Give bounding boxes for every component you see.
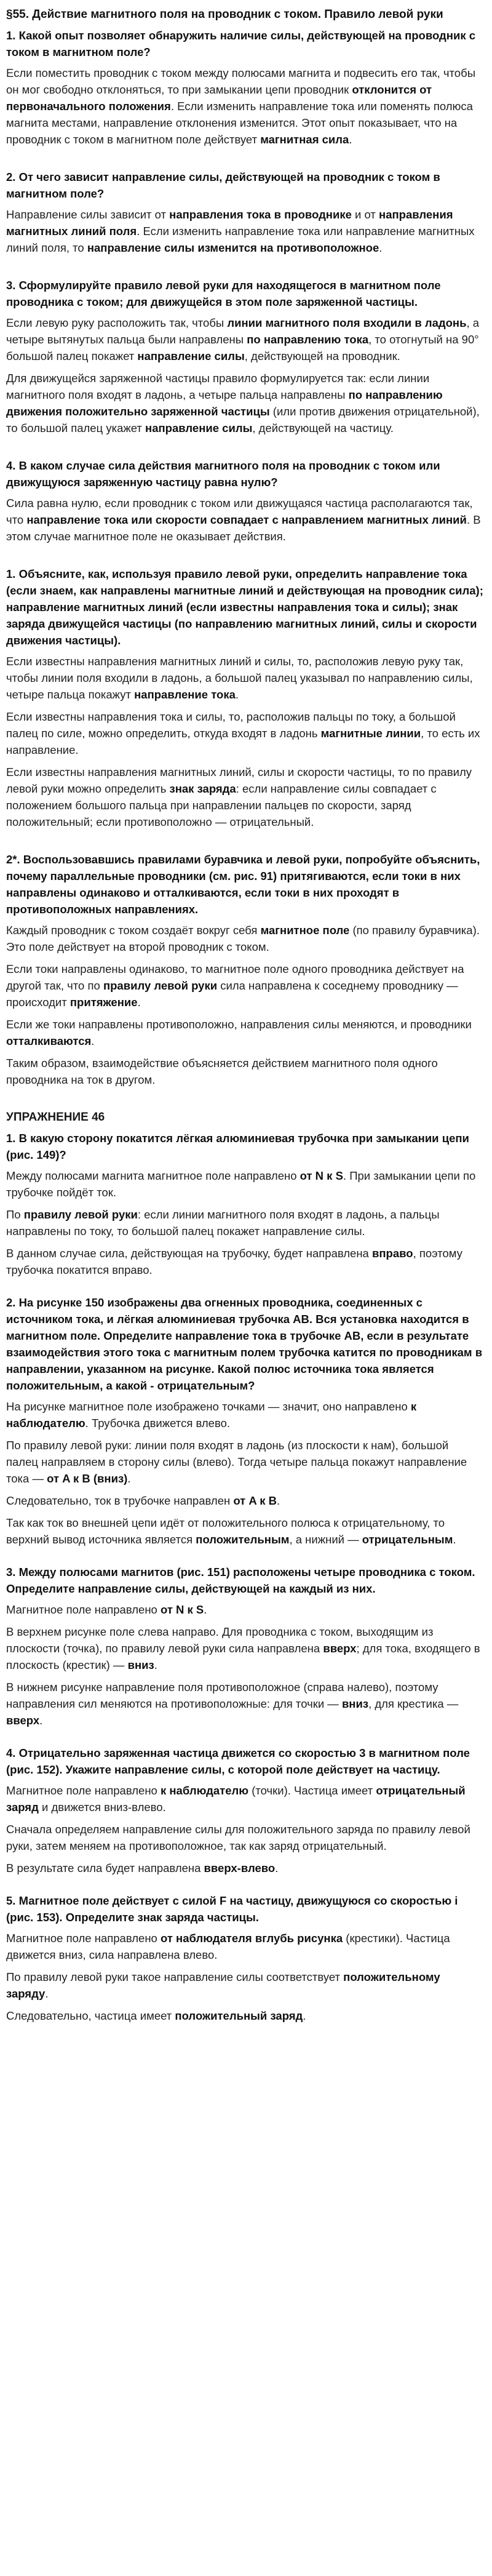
emphasis: знак заряда bbox=[169, 782, 236, 795]
emphasis: притяжение bbox=[69, 996, 138, 1009]
emphasis: отрицательный заряд bbox=[6, 1784, 466, 1814]
exercise-answer-paragraph: Следовательно, частица имеет положительный заряд. bbox=[6, 2009, 306, 2022]
emphasis: положительным bbox=[196, 1533, 290, 1546]
emphasis: положительному заряду bbox=[6, 1970, 440, 2000]
exercise-answer-paragraph: Магнитное поле направлено от N к S. bbox=[6, 1603, 207, 1616]
qa-answer-paragraph: Если известны направления магнитных линий, силы и скорости частицы, то по правилу левой руки можно определить знак заряда: если направление силы совпадает с положением большого пальца при направлении пальцев по скорости, заряд положительный; если противоположно — отрицательный. bbox=[6, 766, 472, 828]
emphasis: магнитное поле bbox=[260, 924, 350, 937]
qa-answer-paragraph: Если же токи направлены противоположно, направления силы меняются, и проводники отталкиваются. bbox=[6, 1018, 472, 1047]
exercise-answer-paragraph: В верхнем рисунке поле слева направо. Для проводника с током, выходящим из плоскости (точка), по правилу левой руки сила направлена вверх; для тока, входящего в плоскость (крестик) — вниз. bbox=[6, 1625, 480, 1671]
exercise-answer-paragraph: Сначала определяем направление силы для положительного заряда по правилу левой руки, затем меняем на противоположное, так как заряд отрицательный. bbox=[6, 1823, 470, 1852]
emphasis: вправо bbox=[372, 1247, 413, 1260]
exercise-question: 4. Отрицательно заряженная частица движется со скоростью 3 в магнитном поле (рис. 152). Укажите направление силы, с которой поле действует на частицу. bbox=[6, 1746, 470, 1776]
exercise-block bbox=[6, 1745, 483, 1876]
emphasis: отклонится от первоначального положения bbox=[6, 83, 432, 113]
emphasis: правилу левой руки bbox=[23, 1208, 138, 1221]
qa-section bbox=[6, 27, 483, 1088]
emphasis: направление силы bbox=[137, 350, 245, 362]
emphasis: от наблюдателя вглубь рисунка bbox=[160, 1932, 343, 1945]
qa-answer-paragraph: Сила равна нулю, если проводник с током или движущаяся частица располагаются так, что направление тока или скорости совпадает с направлением магнитных линий. В этом случае магнитное поле не оказывает действия. bbox=[6, 497, 481, 543]
emphasis: направление тока bbox=[134, 688, 236, 701]
exercise-block bbox=[6, 1130, 483, 1278]
emphasis: от N к S bbox=[300, 1169, 343, 1182]
exercise-question: 3. Между полюсами магнитов (рис. 151) расположены четыре проводника с током. Определите направление силы, действующей на каждый из них. bbox=[6, 1566, 475, 1595]
exercise-answer-paragraph: Следовательно, ток в трубочке направлен от A к B. bbox=[6, 1494, 280, 1507]
qa-question: 3. Сформулируйте правило левой руки для находящегося в магнитном поле проводника с током; для движущейся в этом поле заряженной частицы. bbox=[6, 279, 441, 308]
exercise-answer-paragraph: В нижнем рисунке направление поля противоположное (справа налево), поэтому направления сил меняются на противоположные: для точки — вниз, для крестика — вверх. bbox=[6, 1681, 459, 1727]
emphasis: вверх-влево bbox=[204, 1862, 276, 1874]
exercise-block bbox=[6, 1294, 483, 1548]
emphasis: к наблюдателю bbox=[160, 1784, 249, 1797]
qa-answer-paragraph: Если токи направлены одинаково, то магнитное поле одного проводника действует на другой так, что по правилу левой руки сила направлена к соседнему проводнику — происходит притяжение. bbox=[6, 962, 464, 1009]
qa-block bbox=[6, 169, 483, 256]
qa-answer-paragraph: Для движущейся заряженной частицы правило формулируется так: если линии магнитного поля входят в ладонь, а четыре пальца направлены по направлению движения положительно заряженной частицы (или против движения отрицательной), то большой палец укажет направление силы, действующей на частицу. bbox=[6, 372, 480, 434]
qa-answer-paragraph: Таким образом, взаимодействие объясняется действием магнитного поля одного проводника на ток в другом. bbox=[6, 1057, 438, 1086]
emphasis: вниз bbox=[127, 1658, 154, 1671]
emphasis: по направлению движения положительно заряженной частицы bbox=[6, 388, 443, 418]
exercise-answer-paragraph: В результате сила будет направлена вверх-влево. bbox=[6, 1862, 279, 1874]
qa-question: 2*. Воспользовавшись правилами буравчика и левой руки, попробуйте объяснить, почему параллельные проводники (см. рис. 91) притягиваются, если токи в них направлены одинаково и отталкиваются, если токи в них проходят в противоположных направлениях. bbox=[6, 853, 480, 916]
emphasis: положительный заряд bbox=[175, 2009, 303, 2022]
qa-block bbox=[6, 277, 483, 436]
emphasis: отталкиваются bbox=[6, 1034, 92, 1047]
exercise-answer-paragraph: Так как ток во внешней цепи идёт от положительного полюса к отрицательному, то верхний вывод источника является положительным, а нижний — отрицательным. bbox=[6, 1516, 456, 1546]
qa-answer-paragraph: Если известны направления тока и силы, то, расположив пальцы по току, а большой палец по силе, можно определить, откуда входят в ладонь магнитные линии, то есть их направление. bbox=[6, 710, 480, 756]
exercise-answer-paragraph: По правилу левой руки: если линии магнитного поля входят в ладонь, а пальцы направлены по току, то большой палец покажет направление силы. bbox=[6, 1208, 440, 1238]
exercise-block bbox=[6, 1892, 483, 2024]
exercise-answer-paragraph: На рисунке магнитное поле изображено точками — значит, оно направлено к наблюдателю. Трубочка движется влево. bbox=[6, 1400, 417, 1430]
qa-answer-paragraph: Направление силы зависит от направления тока в проводнике и от направления магнитных линий поля. Если изменить направление тока или направление магнитных линий поля, то направление силы изменится на противоположное. bbox=[6, 208, 475, 254]
qa-block bbox=[6, 566, 483, 830]
qa-question: 1. Объясните, как, используя правило левой руки, определить направление тока (если знаем, как направлены магнитные линий и действующая на проводник сила); направление магнитных линий (если известны направления тока и силы); знак заряда движущейся частицы (по направлению магнитных линий, силы и скорости движения частицы). bbox=[6, 567, 483, 647]
emphasis: к наблюдателю bbox=[6, 1400, 417, 1430]
qa-question: 1. Какой опыт позволяет обнаружить наличие силы, действующей на проводник с током в магнитном поле? bbox=[6, 29, 476, 58]
exercise-question: 5. Магнитное поле действует с силой F на частицу, движущуюся со скоростью i (рис. 153). Определите знак заряда частицы. bbox=[6, 1894, 458, 1924]
qa-question: 2. От чего зависит направление силы, действующей на проводник с током в магнитном поле? bbox=[6, 170, 440, 200]
emphasis: направление тока или скорости совпадает с направлением магнитных линий bbox=[26, 513, 467, 526]
exercise-answer-paragraph: Между полюсами магнита магнитное поле направлено от N к S. При замыкании цепи по трубочке пойдёт ток. bbox=[6, 1169, 476, 1199]
exercise-answer-paragraph: По правилу левой руки такое направление силы соответствует положительному заряду. bbox=[6, 1970, 440, 2000]
exercise-section bbox=[6, 1130, 483, 2024]
exercise-block bbox=[6, 1564, 483, 1729]
emphasis: отрицательным bbox=[362, 1533, 453, 1546]
emphasis: магнитная сила bbox=[260, 133, 349, 146]
emphasis: направления тока в проводнике bbox=[169, 208, 352, 221]
emphasis: от N к S bbox=[160, 1603, 204, 1616]
emphasis: от A к B bbox=[233, 1494, 277, 1507]
emphasis: вверх bbox=[323, 1642, 357, 1655]
emphasis: правилу левой руки bbox=[103, 979, 218, 992]
emphasis: направление силы bbox=[145, 422, 253, 434]
emphasis: вниз bbox=[341, 1697, 369, 1710]
exercise-answer-paragraph: В данном случае сила, действующая на трубочку, будет направлена вправо, поэтому трубочка покатится вправо. bbox=[6, 1247, 462, 1276]
qa-answer-paragraph: Если левую руку расположить так, чтобы линии магнитного поля входили в ладонь, а четыре вытянутых пальца были направлены по направлению тока, то отогнутый на 90° большой палец покажет направление силы, действующей на проводник. bbox=[6, 316, 480, 362]
emphasis: линии магнитного поля входили в ладонь bbox=[227, 316, 467, 329]
emphasis: магнитные линии bbox=[320, 727, 421, 740]
qa-block bbox=[6, 851, 483, 1088]
exercise-title: УПРАЖНЕНИЕ 46 bbox=[6, 1111, 105, 1124]
emphasis: направления магнитных линий поля bbox=[6, 208, 453, 238]
emphasis: вверх bbox=[6, 1714, 40, 1727]
exercise-answer-paragraph: Магнитное поле направлено к наблюдателю (точки). Частица имеет отрицательный заряд и движется вниз-влево. bbox=[6, 1784, 466, 1814]
emphasis: по направлению тока bbox=[247, 333, 369, 346]
qa-answer-paragraph: Если известны направления магнитных линий и силы, то, расположив левую руку так, чтобы линии поля входили в ладонь, а большой палец указывал по направлению силы, четыре пальца покажут направление тока. bbox=[6, 655, 473, 701]
emphasis: направление силы изменится на противоположное bbox=[87, 241, 379, 254]
qa-block bbox=[6, 27, 483, 148]
qa-block bbox=[6, 457, 483, 545]
exercise-answer-paragraph: Магнитное поле направлено от наблюдателя вглубь рисунка (крестики). Частица движется вниз, сила направлена влево. bbox=[6, 1932, 450, 1961]
qa-answer-paragraph: Если поместить проводник с током между полюсами магнита и подвесить его так, чтобы он мог свободно отклоняться, то при замыкании цепи проводник отклонится от первоначального положения. Если изменить направление тока или поменять полюса магнита местами, направление отклонения изменится. Этот опыт показывает, что на проводник с током в магнитном поле действует магнитная сила. bbox=[6, 66, 475, 146]
qa-question: 4. В каком случае сила действия магнитного поля на проводник с током или движущуюся заряженную частицу равна нулю? bbox=[6, 459, 440, 489]
exercise-question: 2. На рисунке 150 изображены два огненных проводника, соединенных с источником тока, и лёгкая алюминиевая трубочка АВ. Вся установка находится в магнитном поле. Определите направление тока в трубочке АВ, если в результате взаимодействия этого тока с магнитным полем трубочка катится по проводникам в направлении, указанном на рисунке. Какой полюс источника тока является положительным, а какой - отрицательным? bbox=[6, 1296, 483, 1392]
exercise-question: 1. В какую сторону покатится лёгкая алюминиевая трубочка при замыкании цепи (рис. 149)? bbox=[6, 1132, 469, 1161]
exercise-answer-paragraph: По правилу левой руки: линии поля входят в ладонь (из плоскости к нам), большой палец направляем в сторону силы (влево). Тогда четыре пальца покажут направление тока — от A к B (вниз). bbox=[6, 1439, 467, 1485]
page-title: §55. Действие магнитного поля на проводник с током. Правило левой руки bbox=[6, 8, 443, 21]
emphasis: от A к B (вниз) bbox=[47, 1472, 128, 1485]
qa-answer-paragraph: Каждый проводник с током создаёт вокруг себя магнитное поле (по правилу буравчика). Это поле действует на второй проводник с током. bbox=[6, 924, 480, 953]
